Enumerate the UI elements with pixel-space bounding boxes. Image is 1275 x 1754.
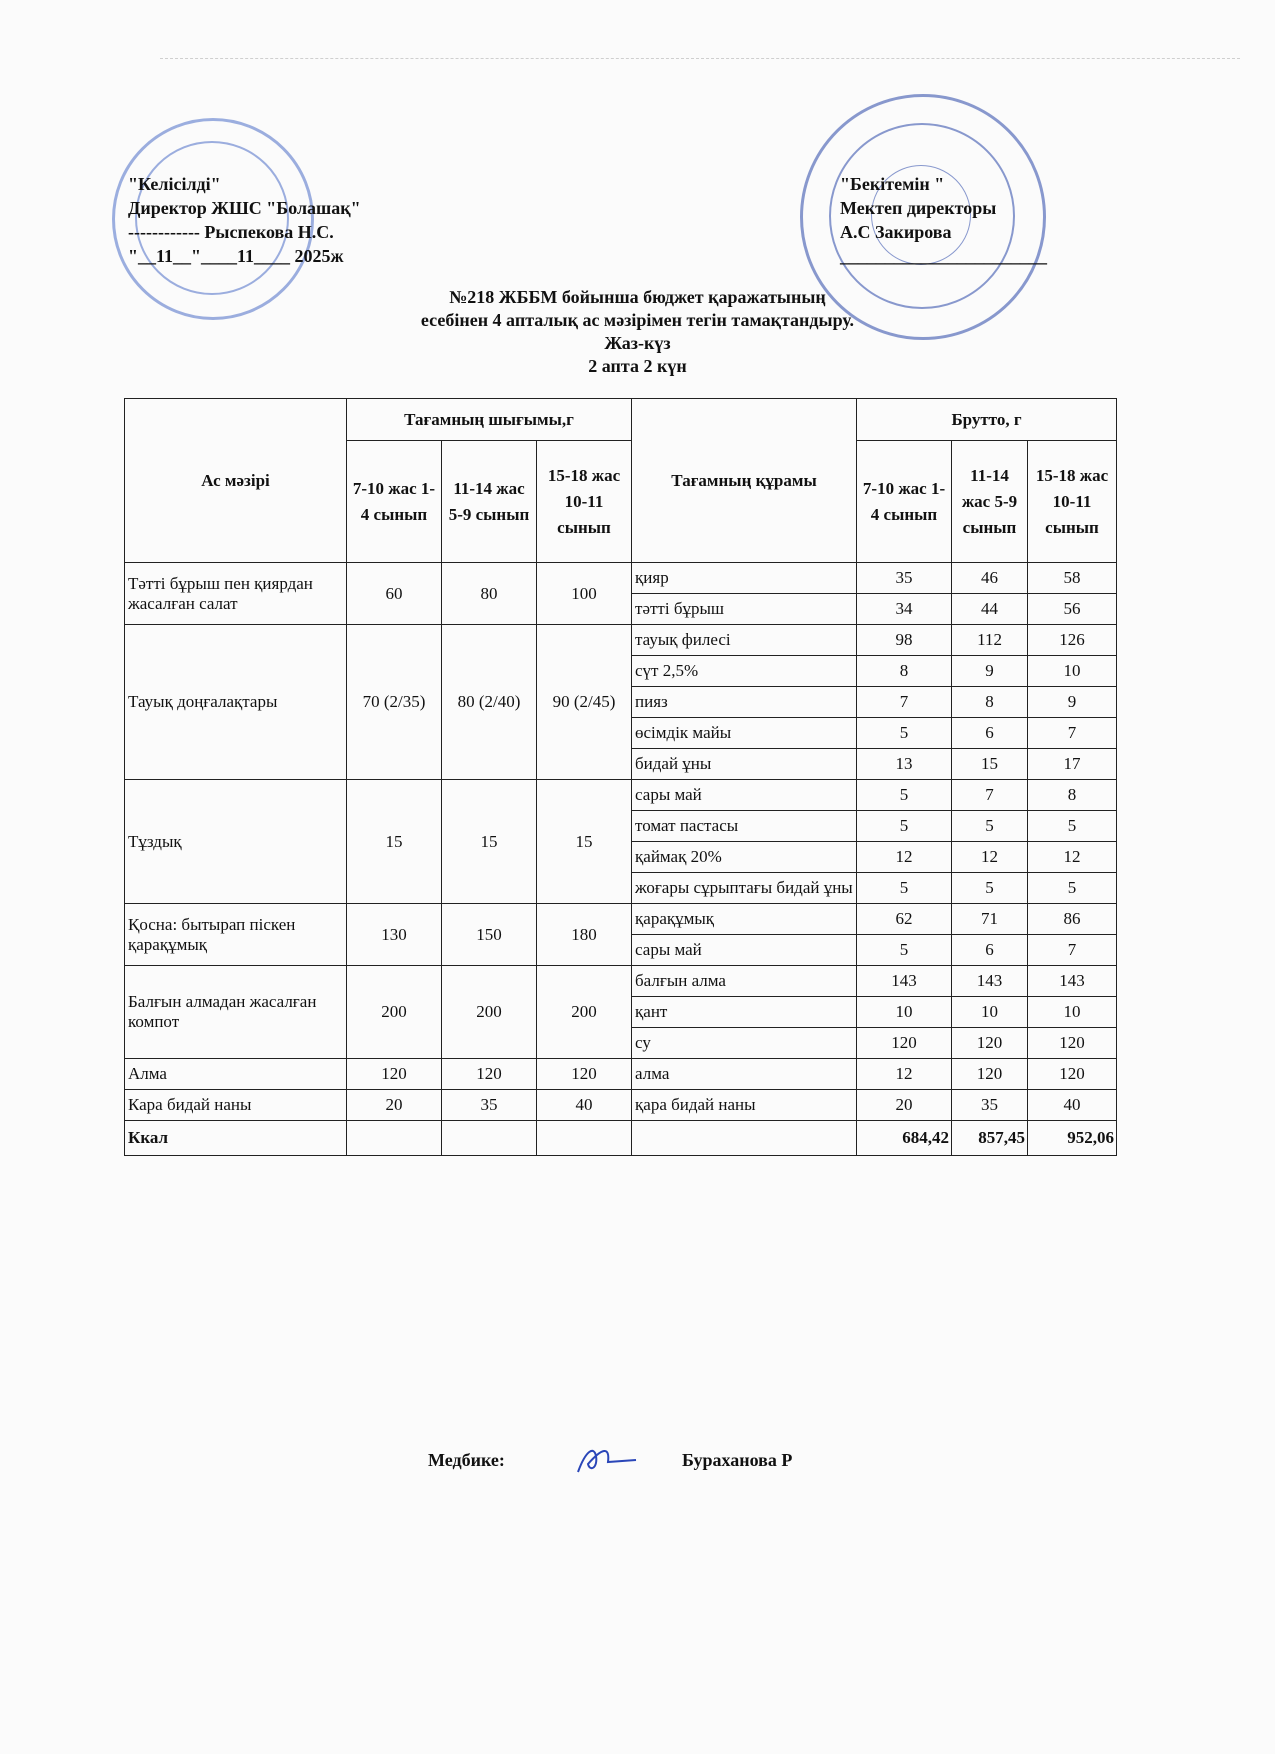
ingredient-brutto-age2: 7: [952, 780, 1028, 811]
ingredient-brutto-age3: 7: [1028, 718, 1117, 749]
ingredient-name: қарақұмық: [632, 904, 857, 935]
ingredient-brutto-age3: 143: [1028, 966, 1117, 997]
dish-output-age2: 80 (2/40): [442, 625, 537, 780]
ingredient-brutto-age3: 17: [1028, 749, 1117, 780]
dish-name: Алма: [125, 1059, 347, 1090]
kcal-age3: 952,06: [1028, 1121, 1117, 1156]
table-row: [125, 563, 1117, 594]
ingredient-brutto-age3: 9: [1028, 687, 1117, 718]
approval-right-line3: А.С Закирова: [840, 222, 952, 242]
ingredient-brutto-age2: 12: [952, 842, 1028, 873]
ingredient-name: өсімдік майы: [632, 718, 857, 749]
approval-left: [128, 172, 361, 268]
approval-right-line2: Мектеп директоры: [840, 198, 997, 218]
approval-left-line1: "Келісілді": [128, 174, 221, 194]
ingredient-brutto-age1: 13: [857, 749, 952, 780]
dish-name: Тәтті бұрыш пен қиярдан жасалған салат: [125, 563, 347, 625]
ingredient-name: томат пастасы: [632, 811, 857, 842]
document-title: [0, 286, 1275, 378]
ingredient-brutto-age1: 10: [857, 997, 952, 1028]
dish-output-age3: 40: [537, 1090, 632, 1121]
dish-output-age1: 130: [347, 904, 442, 966]
ingredient-name: пияз: [632, 687, 857, 718]
ingredient-brutto-age3: 56: [1028, 594, 1117, 625]
ingredient-brutto-age3: 40: [1028, 1090, 1117, 1121]
kcal-age1: 684,42: [857, 1121, 952, 1156]
ingredient-brutto-age1: 62: [857, 904, 952, 935]
ingredient-brutto-age1: 5: [857, 780, 952, 811]
dish-name: Тауық доңғалақтары: [125, 625, 347, 780]
ingredient-brutto-age2: 5: [952, 873, 1028, 904]
dish-output-age2: 15: [442, 780, 537, 904]
ingredient-name: жоғары сұрыптағы бидай ұны: [632, 873, 857, 904]
ingredient-name: қияр: [632, 563, 857, 594]
dish-output-age3: 200: [537, 966, 632, 1059]
header-composition: Тағамның құрамы: [632, 399, 857, 563]
dish-output-age1: 120: [347, 1059, 442, 1090]
ingredient-brutto-age2: 5: [952, 811, 1028, 842]
ingredient-name: сары май: [632, 935, 857, 966]
approval-left-line3: ------------ Рыспекова Н.С.: [128, 222, 334, 242]
dish-output-age1: 15: [347, 780, 442, 904]
ingredient-brutto-age3: 10: [1028, 656, 1117, 687]
approval-left-line4: "__11__"____11____ 2025ж: [128, 246, 344, 266]
ingredient-name: қаймақ 20%: [632, 842, 857, 873]
ingredient-brutto-age2: 44: [952, 594, 1028, 625]
ingredient-brutto-age2: 71: [952, 904, 1028, 935]
dish-output-age3: 90 (2/45): [537, 625, 632, 780]
dish-output-age3: 15: [537, 780, 632, 904]
ingredient-brutto-age2: 120: [952, 1028, 1028, 1059]
dish-output-age2: 200: [442, 966, 537, 1059]
dish-name: Тұздық: [125, 780, 347, 904]
dish-output-age3: 100: [537, 563, 632, 625]
ingredient-brutto-age1: 8: [857, 656, 952, 687]
dish-output-age3: 180: [537, 904, 632, 966]
ingredient-name: тәтті бұрыш: [632, 594, 857, 625]
header-output-age3: 15-18 жас 10-11 сынып: [537, 441, 632, 563]
ingredient-brutto-age1: 120: [857, 1028, 952, 1059]
approval-right-line1: "Бекітемін ": [840, 174, 945, 194]
ingredient-name: қара бидай наны: [632, 1090, 857, 1121]
ingredient-brutto-age3: 58: [1028, 563, 1117, 594]
ingredient-brutto-age1: 12: [857, 1059, 952, 1090]
ingredient-brutto-age3: 12: [1028, 842, 1117, 873]
ingredient-name: қант: [632, 997, 857, 1028]
approval-right: [840, 172, 1047, 268]
ingredient-brutto-age3: 5: [1028, 811, 1117, 842]
ingredient-brutto-age2: 6: [952, 935, 1028, 966]
dish-output-age1: 20: [347, 1090, 442, 1121]
kcal-label: Ккал: [125, 1121, 347, 1156]
ingredient-brutto-age1: 5: [857, 718, 952, 749]
dish-output-age3: 120: [537, 1059, 632, 1090]
ingredient-brutto-age1: 20: [857, 1090, 952, 1121]
header-output-age2: 11-14 жас 5-9 сынып: [442, 441, 537, 563]
ingredient-brutto-age3: 8: [1028, 780, 1117, 811]
ingredient-brutto-age2: 143: [952, 966, 1028, 997]
title-line1: №218 ЖББМ бойынша бюджет қаражатының: [449, 287, 826, 307]
ingredient-brutto-age2: 15: [952, 749, 1028, 780]
approval-left-line2: Директор ЖШС "Болашақ": [128, 198, 361, 218]
header-brutto-age3: 15-18 жас 10-11 сынып: [1028, 441, 1117, 563]
ingredient-name: алма: [632, 1059, 857, 1090]
table-row: [125, 904, 1117, 935]
dish-output-age2: 35: [442, 1090, 537, 1121]
ingredient-name: тауық филесі: [632, 625, 857, 656]
ingredient-brutto-age1: 5: [857, 873, 952, 904]
kcal-row: [125, 1121, 1117, 1156]
header-brutto: Брутто, г: [857, 399, 1117, 441]
dish-output-age2: 150: [442, 904, 537, 966]
ingredient-brutto-age2: 6: [952, 718, 1028, 749]
ingredient-brutto-age1: 98: [857, 625, 952, 656]
dish-name: Балғын алмадан жасалған компот: [125, 966, 347, 1059]
ingredient-brutto-age3: 10: [1028, 997, 1117, 1028]
signature-scribble: [572, 1442, 642, 1476]
ingredient-brutto-age1: 12: [857, 842, 952, 873]
ingredient-brutto-age3: 126: [1028, 625, 1117, 656]
table-row: [125, 1090, 1117, 1121]
dish-output-age2: 120: [442, 1059, 537, 1090]
top-scan-line: [160, 58, 1240, 59]
header-output-age1: 7-10 жас 1-4 сынып: [347, 441, 442, 563]
table-row: [125, 780, 1117, 811]
ingredient-brutto-age3: 86: [1028, 904, 1117, 935]
table-row: [125, 966, 1117, 997]
ingredient-name: балғын алма: [632, 966, 857, 997]
ingredient-brutto-age2: 9: [952, 656, 1028, 687]
table-row: [125, 1059, 1117, 1090]
ingredient-name: сары май: [632, 780, 857, 811]
table-row: [125, 625, 1117, 656]
ingredient-brutto-age3: 120: [1028, 1059, 1117, 1090]
dish-output-age1: 60: [347, 563, 442, 625]
ingredient-brutto-age1: 5: [857, 935, 952, 966]
ingredient-brutto-age2: 8: [952, 687, 1028, 718]
nurse-name: Бураханова Р: [682, 1450, 793, 1470]
ingredient-brutto-age3: 5: [1028, 873, 1117, 904]
title-line3: Жаз-күз: [604, 333, 671, 353]
ingredient-brutto-age2: 120: [952, 1059, 1028, 1090]
title-line2: есебінен 4 апталық ас мәзірімен тегін тамақтандыру.: [420, 310, 855, 330]
dish-name: Кара бидай наны: [125, 1090, 347, 1121]
header-brutto-age2: 11-14 жас 5-9 сынып: [952, 441, 1028, 563]
header-brutto-age1: 7-10 жас 1-4 сынып: [857, 441, 952, 563]
ingredient-brutto-age2: 112: [952, 625, 1028, 656]
ingredient-brutto-age1: 5: [857, 811, 952, 842]
title-line4: 2 апта 2 күн: [588, 356, 687, 376]
approval-right-line4: _______________________: [840, 246, 1047, 266]
dish-output-age1: 70 (2/35): [347, 625, 442, 780]
ingredient-brutto-age2: 46: [952, 563, 1028, 594]
ingredient-brutto-age1: 7: [857, 687, 952, 718]
nurse-label: Медбике:: [428, 1450, 505, 1470]
ingredient-brutto-age2: 35: [952, 1090, 1028, 1121]
ingredient-name: бидай ұны: [632, 749, 857, 780]
ingredient-brutto-age1: 34: [857, 594, 952, 625]
ingredient-name: сүт 2,5%: [632, 656, 857, 687]
kcal-age2: 857,45: [952, 1121, 1028, 1156]
header-output: Тағамның шығымы,г: [347, 399, 632, 441]
dish-output-age1: 200: [347, 966, 442, 1059]
ingredient-name: су: [632, 1028, 857, 1059]
dish-name: Қосна: бытырап піскен қарақұмық: [125, 904, 347, 966]
dish-output-age2: 80: [442, 563, 537, 625]
ingredient-brutto-age3: 120: [1028, 1028, 1117, 1059]
ingredient-brutto-age1: 35: [857, 563, 952, 594]
ingredient-brutto-age3: 7: [1028, 935, 1117, 966]
header-menu: Ас мәзірі: [125, 399, 347, 563]
ingredient-brutto-age2: 10: [952, 997, 1028, 1028]
menu-table: [124, 398, 1117, 1156]
ingredient-brutto-age1: 143: [857, 966, 952, 997]
